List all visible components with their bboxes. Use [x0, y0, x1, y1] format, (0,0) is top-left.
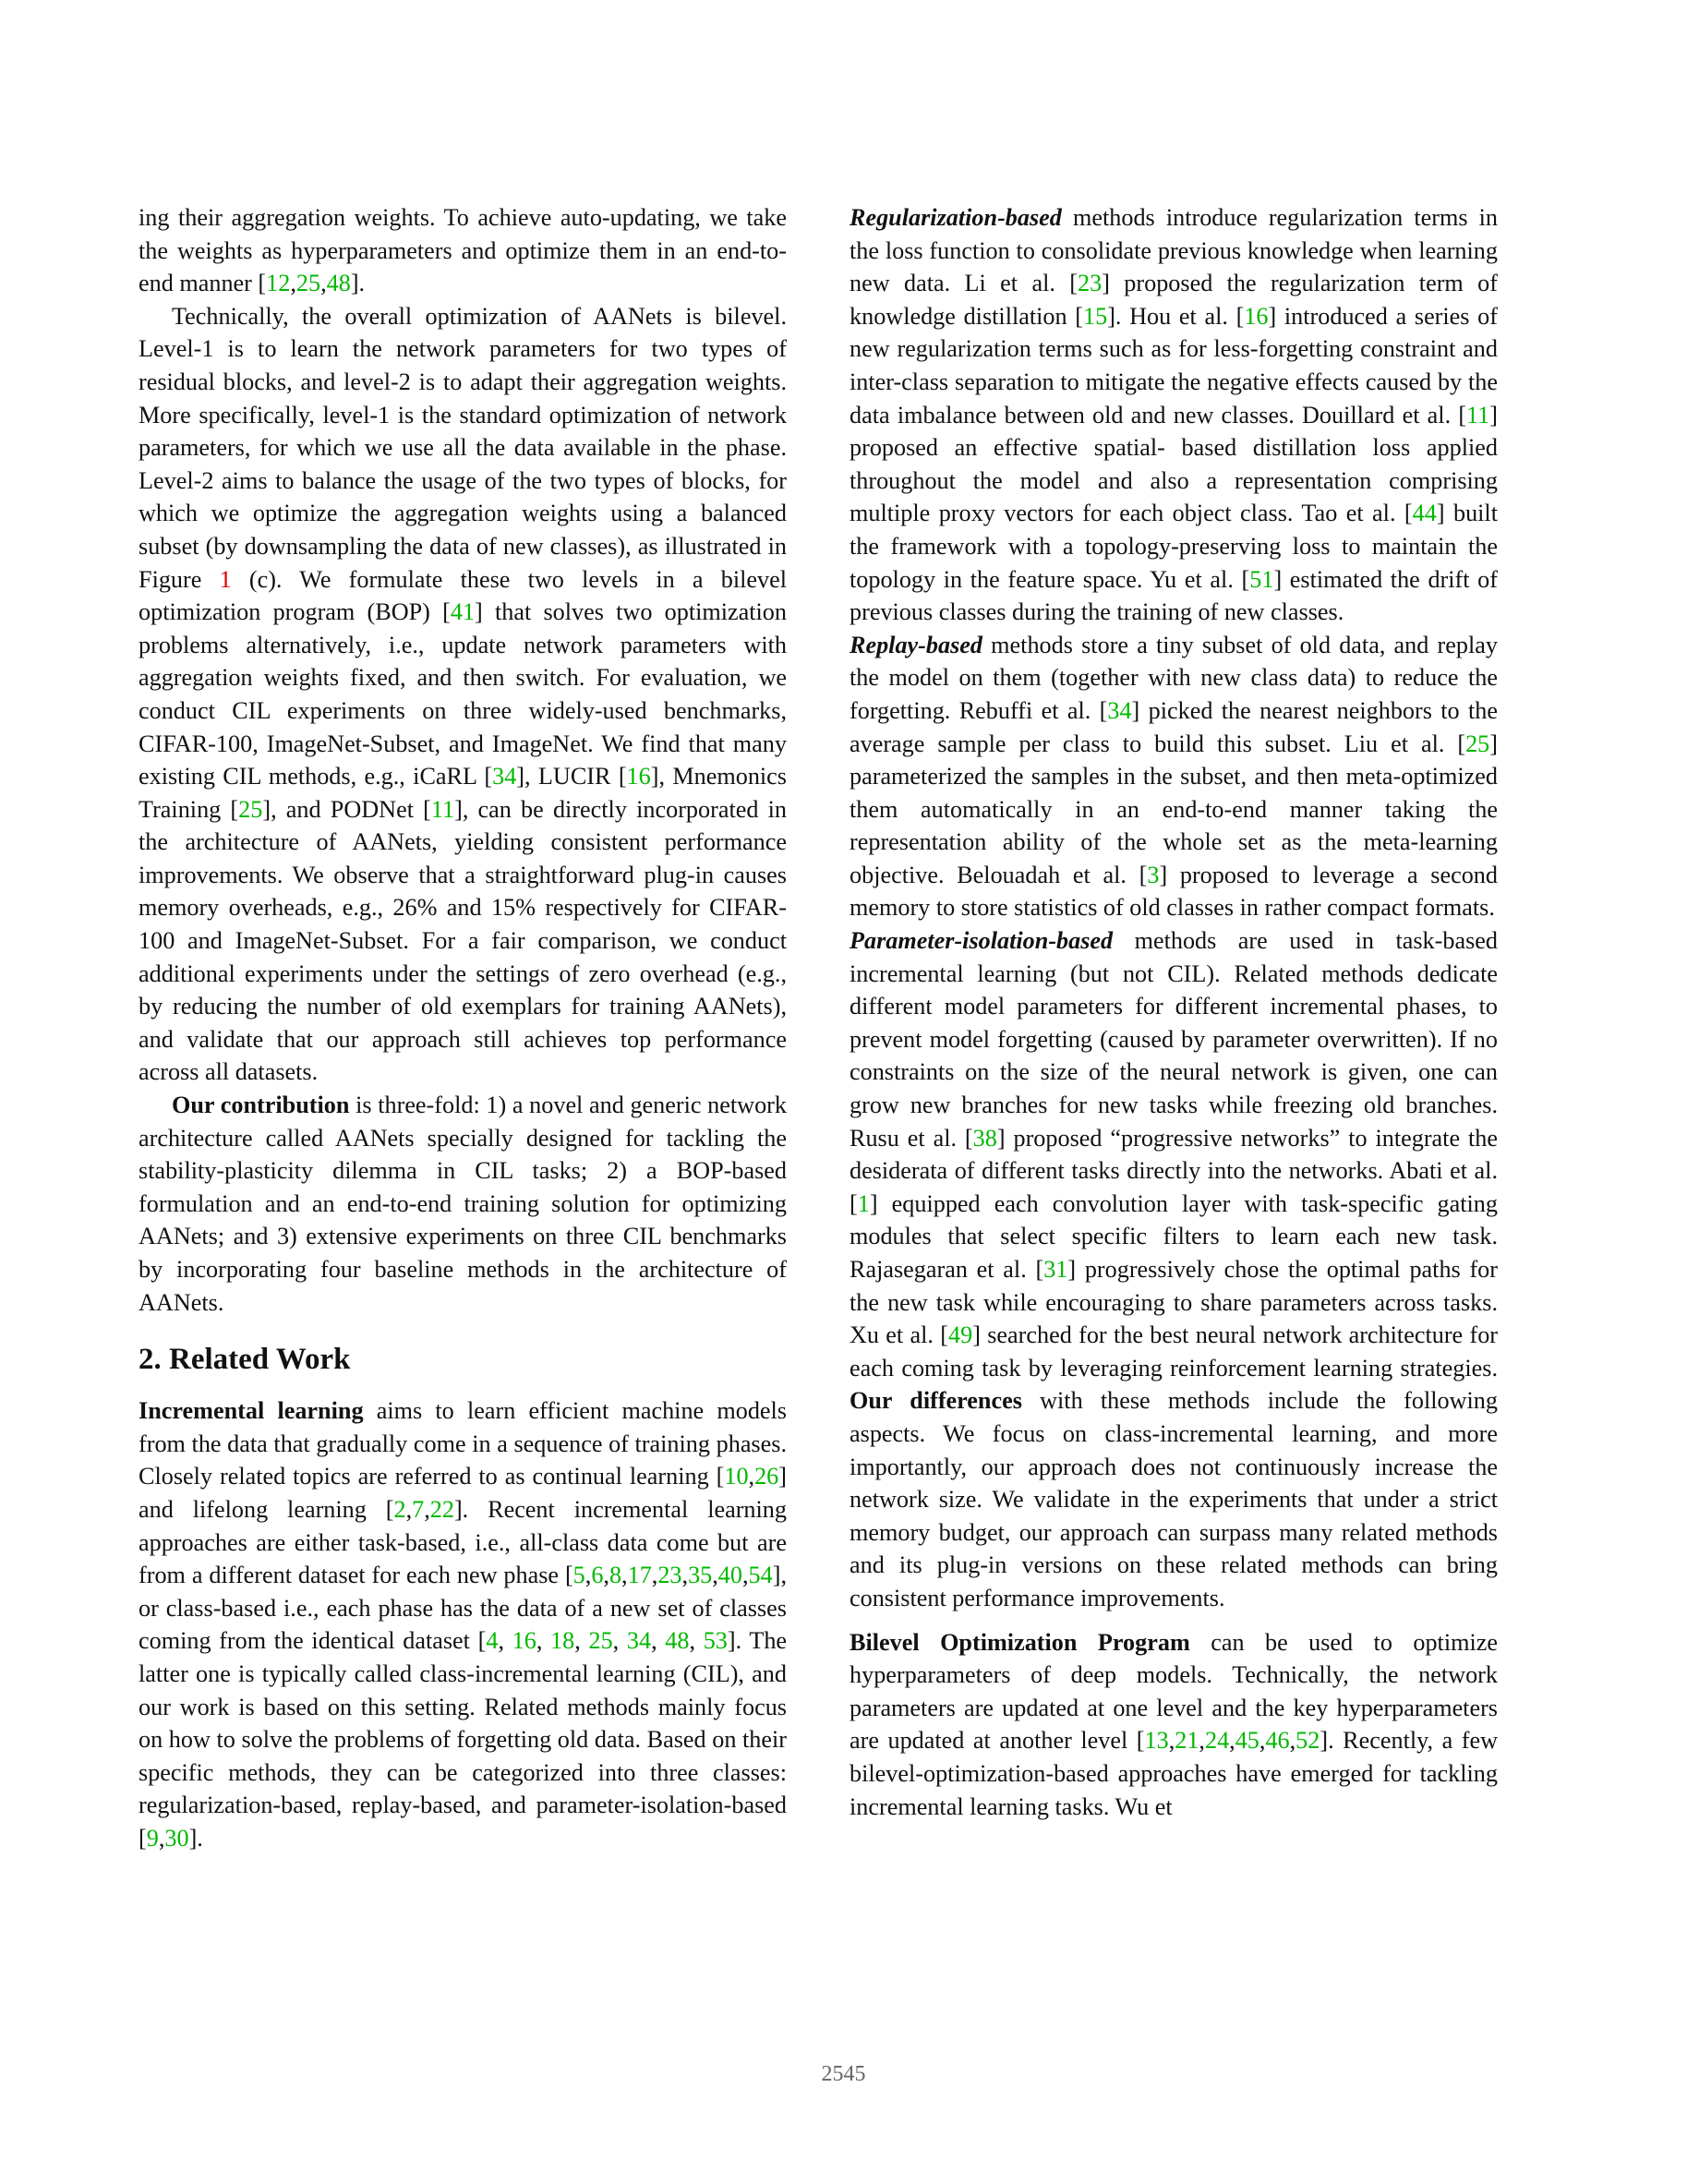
citation-link[interactable]: 25 [588, 1627, 613, 1655]
citation-link[interactable]: 11 [1466, 401, 1490, 428]
citation-link[interactable]: 3 [1147, 861, 1160, 888]
paragraph-parameter-isolation [850, 924, 1498, 1614]
citation-link[interactable]: 30 [164, 1824, 189, 1852]
paragraph-heading: Replay-based [850, 631, 982, 658]
citation-link[interactable]: 49 [948, 1321, 973, 1349]
paragraph-text: ing their aggregation weights. To achieve auto-updating, we take the weights as hyperparameters and optimize them in an end-to-end manner [12,25,48]. [139, 204, 787, 297]
paragraph-heading: Bilevel Optimization Program [850, 1628, 1190, 1656]
citation-link[interactable]: 16 [626, 763, 651, 790]
citation-link[interactable]: 44 [1412, 500, 1437, 527]
paragraph-regularization [850, 201, 1498, 629]
citation-link[interactable]: 22 [429, 1495, 454, 1523]
citation-link[interactable]: 11 [430, 795, 455, 823]
citation-link[interactable]: 35 [688, 1562, 713, 1589]
paragraph-text: methods store a tiny subset of old data, and replay the model on them (together with new class data) to reduce the forgetting. Rebuffi et al. [34] picked the nearest neighbors to the average sample per class to build this subset. Liu et al. [25] parameterized the samples in the subset, and then meta-optimized them automatically in an end-to-end manner taking the representation ability of the whole set as the meta-learning objective. Belouadah et al. [3] proposed to leverage a second memory to store statistics of old classes in rather compact formats. [850, 631, 1498, 922]
citation-link[interactable]: 34 [492, 763, 517, 790]
paragraph-intro-end [139, 201, 787, 300]
paragraph-text: methods introduce regularization terms in the loss function to consolidate previous knowledge when learning new data. Li et al. [23] proposed the regularization term of knowledge distillation [15]. Hou et al. [16] introduced a series of new regularization terms such as for less-forgetting constraint and inter-class separation to mitigate the negative effects caused by the data imbalance between old and new classes. Douillard et al. [11] proposed an effective spatial- based distillation loss applied throughout the model and also a representation comprising multiple proxy vectors for each object class. Tao et al. [44] built the framework with a topology-preserving loss to maintain the topology in the feature space. Yu et al. [51] estimated the drift of previous classes during the training of new classes. [850, 204, 1498, 626]
citation-link[interactable]: 17 [627, 1562, 652, 1589]
left-column [139, 201, 787, 1855]
citation-link[interactable]: 16 [512, 1627, 536, 1655]
citation-link[interactable]: 46 [1265, 1727, 1290, 1755]
citation-link[interactable]: 25 [238, 795, 263, 823]
citation-link[interactable]: 10 [724, 1463, 749, 1490]
paragraph-text: Technically, the overall optimization of AANets is bilevel. Level-1 is to learn the network parameters for two types of residual blocks, and level-2 is to adapt their aggregation weights. More specifically, level-1 is the standard optimization of network parameters, for which we use all the data available in the phase. Level-2 aims to balance the usage of the two types of blocks, for which we optimize the aggregation weights using a balanced subset (by downsampling the data of new classes), as illustrated in Figure 1 (c). We formulate these two levels in a bilevel optimization program (BOP) [41] that solves two optimization problems alternatively, i.e., update network parameters with aggregation weights fixed, and then switch. For evaluation, we conduct CIL experiments on three widely-used benchmarks, CIFAR-100, ImageNet-Subset, and ImageNet. We find that many existing CIL methods, e.g., iCaRL [34], LUCIR [16], Mnemonics Training [25], and PODNet [11], can be directly incorporated in the architecture of AANets, yielding consistent performance improvements. We observe that a straightforward plug-in causes memory overheads, e.g., 26% and 15% respectively for CIFAR-100 and ImageNet-Subset. For a fair comparison, we conduct additional experiments under the settings of zero overhead (e.g., by reducing the number of old exemplars for training AANets), and validate that our approach still achieves top performance across all datasets. [139, 302, 788, 1086]
citation-link[interactable]: 34 [1107, 696, 1132, 724]
paragraph-text: can be used to optimize hyperparameters of deep models. Technically, the network parameters are updated at one level and the key hyperparameters are updated at another level [13,21,24,45,46,52]. Recently, a few bilevel-optimization-based approaches have emerged for tackling incremental learning tasks. Wu et [850, 1628, 1498, 1820]
citation-link[interactable]: 15 [1083, 302, 1108, 330]
citation-link[interactable]: 4 [486, 1627, 499, 1655]
paragraph-text: with these methods include the following aspects. We focus on class-incremental learning, and more importantly, our approach does not continuously increase the network size. We validate in the experiments that under a strict memory budget, our approach can surpass many related methods and its plug-in versions on these related methods can bring consistent performance improvements. [850, 1387, 1498, 1611]
citation-link[interactable]: 5 [572, 1562, 585, 1589]
citation-link[interactable]: 8 [609, 1562, 622, 1589]
citation-link[interactable]: 48 [326, 270, 351, 297]
citation-link[interactable]: 26 [754, 1463, 779, 1490]
figure-ref-link[interactable]: 1 [219, 565, 232, 593]
citation-link[interactable]: 24 [1204, 1727, 1230, 1755]
citation-link[interactable]: 31 [1043, 1256, 1068, 1283]
citation-link[interactable]: 25 [1465, 730, 1490, 757]
citation-link[interactable]: 21 [1175, 1727, 1199, 1755]
citation-link[interactable]: 48 [665, 1627, 690, 1655]
citation-link[interactable]: 38 [972, 1124, 997, 1152]
right-column [850, 201, 1498, 1823]
citation-link[interactable]: 7 [412, 1495, 425, 1523]
paragraph-technically [139, 300, 787, 1089]
paragraph-contribution [139, 1089, 787, 1319]
citation-link[interactable]: 52 [1295, 1727, 1320, 1755]
citation-link[interactable]: 41 [450, 598, 476, 626]
citation-link[interactable]: 2 [393, 1495, 406, 1523]
citation-link[interactable]: 13 [1144, 1727, 1169, 1755]
citation-link[interactable]: 1 [857, 1189, 870, 1217]
citation-link[interactable]: 25 [295, 270, 321, 297]
citation-link[interactable]: 40 [717, 1562, 742, 1589]
paragraph-text: aims to learn efficient machine models from the data that gradually come in a sequence of training phases. Closely related topics are referred to as continual learning [10,26] and lifelong learning [2,7,22]. Recent incremental learning approaches are either task-based, i.e., all-class data come but are from a different dataset for each new phase [5,6,8,17,23,35,40,54], or class-based i.e., each phase has the data of a new set of classes coming from the identical dataset [4, 16, 18, 25, 34, 48, 53]. The latter one is typically called class-incremental learning (CIL), and our work is based on this setting. Related methods mainly focus on how to solve the problems of forgetting old data. Based on their specific methods, they can be categorized into three classes: regularization-based, replay-based, and parameter-isolation-based [9,30]. [139, 1397, 788, 1852]
paragraph-bilevel [850, 1626, 1498, 1824]
citation-link[interactable]: 12 [266, 270, 291, 297]
paragraph-heading: Regularization-based [850, 204, 1062, 231]
citation-link[interactable]: 6 [591, 1562, 604, 1589]
paragraph-heading: Parameter-isolation-based [850, 927, 1114, 955]
citation-link[interactable]: 45 [1235, 1727, 1259, 1755]
citation-link[interactable]: 9 [146, 1824, 159, 1852]
paragraph-text: methods are used in task-based incremental learning (but not CIL). Related methods dedicate different model parameters for different incremental phases, to prevent model forgetting (caused by parameter overwritten). If no constraints on the size of the neural network is given, one can grow new branches for new tasks while freezing old branches. Rusu et al. [38] proposed “progressive networks” to integrate the desiderata of different tasks directly into the networks. Abati et al. [1] equipped each convolution layer with task-specific gating modules that select specific filters to learn each new task. Rajasegaran et al. [31] progressively chose the optimal paths for the new task while encouraging to share parameters across tasks. Xu et al. [49] searched for the best neural network architecture for each coming task by leveraging reinforcement learning strategies. [850, 927, 1499, 1382]
citation-link[interactable]: 34 [626, 1627, 652, 1655]
citation-link[interactable]: 23 [657, 1562, 682, 1589]
paragraph-heading: Incremental learning [139, 1397, 364, 1425]
citation-link[interactable]: 53 [703, 1627, 728, 1655]
paragraph-text: is three-fold: 1) a novel and generic network architecture called AANets specially designed for tackling the stability-plasticity dilemma in CIL tasks; 2) a BOP-based formulation and an end-to-end training solution for optimizing AANets; and 3) extensive experiments on three CIL benchmarks by incorporating four baseline methods in the architecture of AANets. [139, 1092, 787, 1316]
paragraph-replay [850, 629, 1498, 924]
citation-link[interactable]: 18 [550, 1627, 575, 1655]
paragraph-incremental-learning [139, 1394, 787, 1854]
page-number: 2545 [821, 2062, 866, 2086]
paragraph-heading: Our contribution [172, 1092, 350, 1119]
citation-link[interactable]: 51 [1249, 565, 1274, 593]
citation-link[interactable]: 16 [1244, 302, 1269, 330]
section-title: 2. Related Work [139, 1343, 351, 1377]
citation-link[interactable]: 54 [748, 1562, 773, 1589]
citation-link[interactable]: 23 [1078, 270, 1103, 297]
paragraph-heading: Our differences [850, 1387, 1022, 1415]
